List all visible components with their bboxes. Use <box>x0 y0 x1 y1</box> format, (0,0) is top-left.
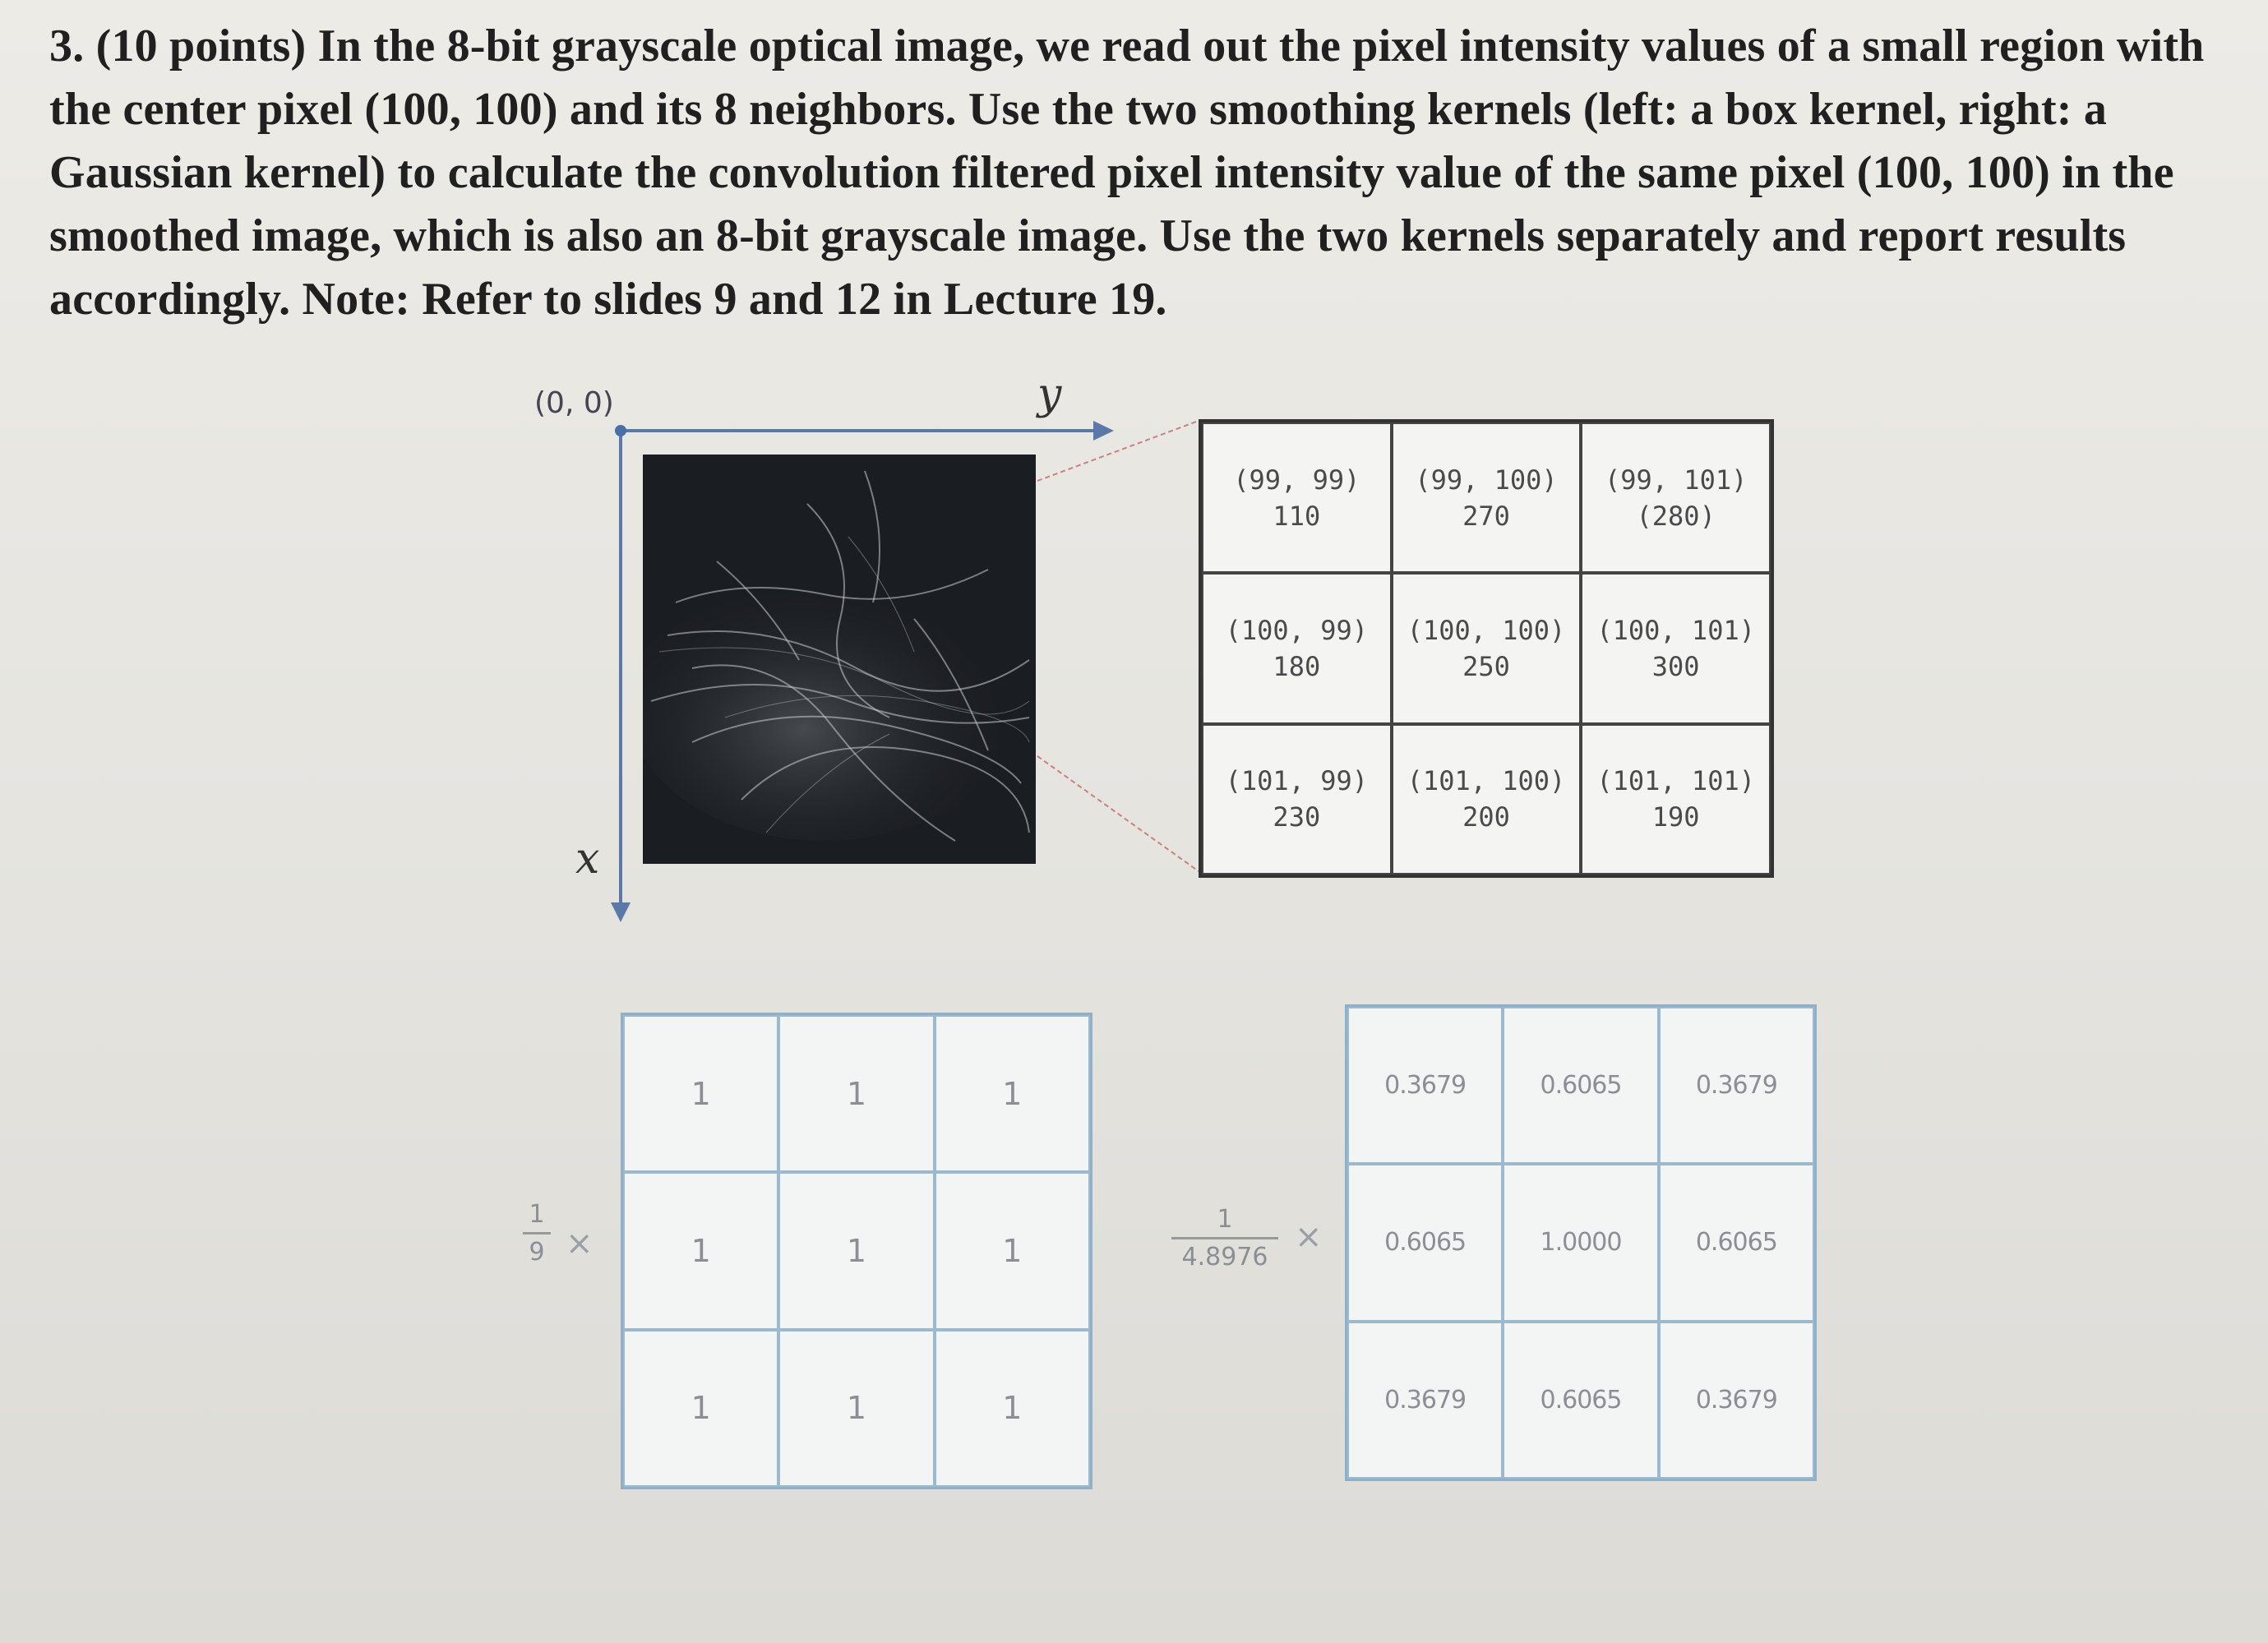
pixel-cell <box>1392 724 1582 875</box>
kernel-cell: 0.3679 <box>1659 1322 1814 1479</box>
box-kernel <box>621 1013 1092 1489</box>
box-kernel-denominator: 9 <box>529 1238 545 1267</box>
fraction-bar <box>523 1232 551 1235</box>
pixel-cell <box>1202 724 1392 875</box>
kernel-cell: 1 <box>623 1330 778 1487</box>
pixel-value: (280) <box>1636 500 1716 532</box>
fraction-bar <box>1171 1237 1278 1239</box>
kernel-cell: 1 <box>623 1172 778 1329</box>
kernel-cell: 0.6065 <box>1503 1322 1658 1479</box>
pixel-coord: (100, 101) <box>1596 614 1755 646</box>
pixel-coord: (100, 99) <box>1225 614 1369 646</box>
kernel-cell: 1 <box>778 1330 934 1487</box>
pixel-value: 190 <box>1651 801 1700 833</box>
pixel-coord: (101, 100) <box>1407 765 1566 797</box>
kernel-cell: 0.6065 <box>1347 1164 1503 1321</box>
gaussian-kernel-scale <box>1171 1205 1278 1271</box>
kernel-cell: 1 <box>935 1330 1090 1487</box>
pixel-cell-center <box>1392 573 1582 723</box>
kernel-cell: 1.0000 <box>1503 1164 1658 1321</box>
pixel-cell <box>1581 422 1771 573</box>
kernel-cell: 0.3679 <box>1659 1007 1814 1164</box>
question-text: 3. (10 points) In the 8-bit grayscale optical image, we read out the pixel intensity values of a small region with the center pixel (100, 100) and its 8 neighbors. Use the two smoothing kernels (left: a box kernel, right: a Gaussian kernel) to calculate the convolution filtered pixel intensity value of the same pixel (100, 100) in the smoothed image, which is also an 8-bit grayscale image. Use the two kernels separately and report results accordingly. Note: Refer to slides 9 and 12 in Lecture 19. <box>49 21 2205 325</box>
pixel-cell <box>1392 422 1582 573</box>
pixel-cell <box>1202 422 1392 573</box>
kernel-cell: 1 <box>778 1015 934 1172</box>
kernel-cell: 1 <box>623 1015 778 1172</box>
y-axis-label: y <box>1037 370 1062 419</box>
pixel-coord: (100, 100) <box>1407 614 1566 646</box>
gaussian-kernel-numerator: 1 <box>1217 1205 1233 1234</box>
kernel-cell: 0.6065 <box>1503 1007 1658 1164</box>
pixel-coord: (99, 100) <box>1415 464 1558 496</box>
pixel-value: 230 <box>1273 801 1321 833</box>
box-kernel-numerator: 1 <box>529 1200 545 1229</box>
pixel-coord: (99, 101) <box>1604 464 1748 496</box>
gaussian-kernel <box>1345 1004 1817 1481</box>
pixel-cell <box>1581 573 1771 723</box>
pixel-value: 300 <box>1651 650 1700 682</box>
kernel-cell: 1 <box>935 1172 1090 1329</box>
pixel-value: 180 <box>1273 650 1321 682</box>
kernel-cell: 1 <box>778 1172 934 1329</box>
pixel-coord: (101, 99) <box>1225 765 1369 797</box>
pixel-value: 250 <box>1462 650 1510 682</box>
pixel-cell <box>1581 724 1771 875</box>
kernel-cell: 0.3679 <box>1347 1007 1503 1164</box>
box-kernel-scale <box>523 1200 551 1267</box>
pixel-value: 110 <box>1273 500 1321 532</box>
x-axis-label: x <box>575 834 600 884</box>
pixel-intensity-table <box>1199 419 1774 878</box>
pixel-value: 270 <box>1462 500 1510 532</box>
kernel-cell: 0.6065 <box>1659 1164 1814 1321</box>
gaussian-kernel-denominator: 4.8976 <box>1181 1243 1268 1271</box>
kernel-cell: 1 <box>935 1015 1090 1172</box>
pixel-coord: (99, 99) <box>1233 464 1360 496</box>
kernel-cell: 0.3679 <box>1347 1322 1503 1479</box>
box-kernel-times-sign: × <box>566 1225 594 1262</box>
pixel-coord: (101, 101) <box>1596 765 1755 797</box>
origin-label: (0, 0) <box>534 386 614 420</box>
microscopy-image <box>643 455 1036 864</box>
pixel-value: 200 <box>1462 801 1510 833</box>
gaussian-kernel-times-sign: × <box>1295 1218 1323 1256</box>
pixel-cell <box>1202 573 1392 723</box>
